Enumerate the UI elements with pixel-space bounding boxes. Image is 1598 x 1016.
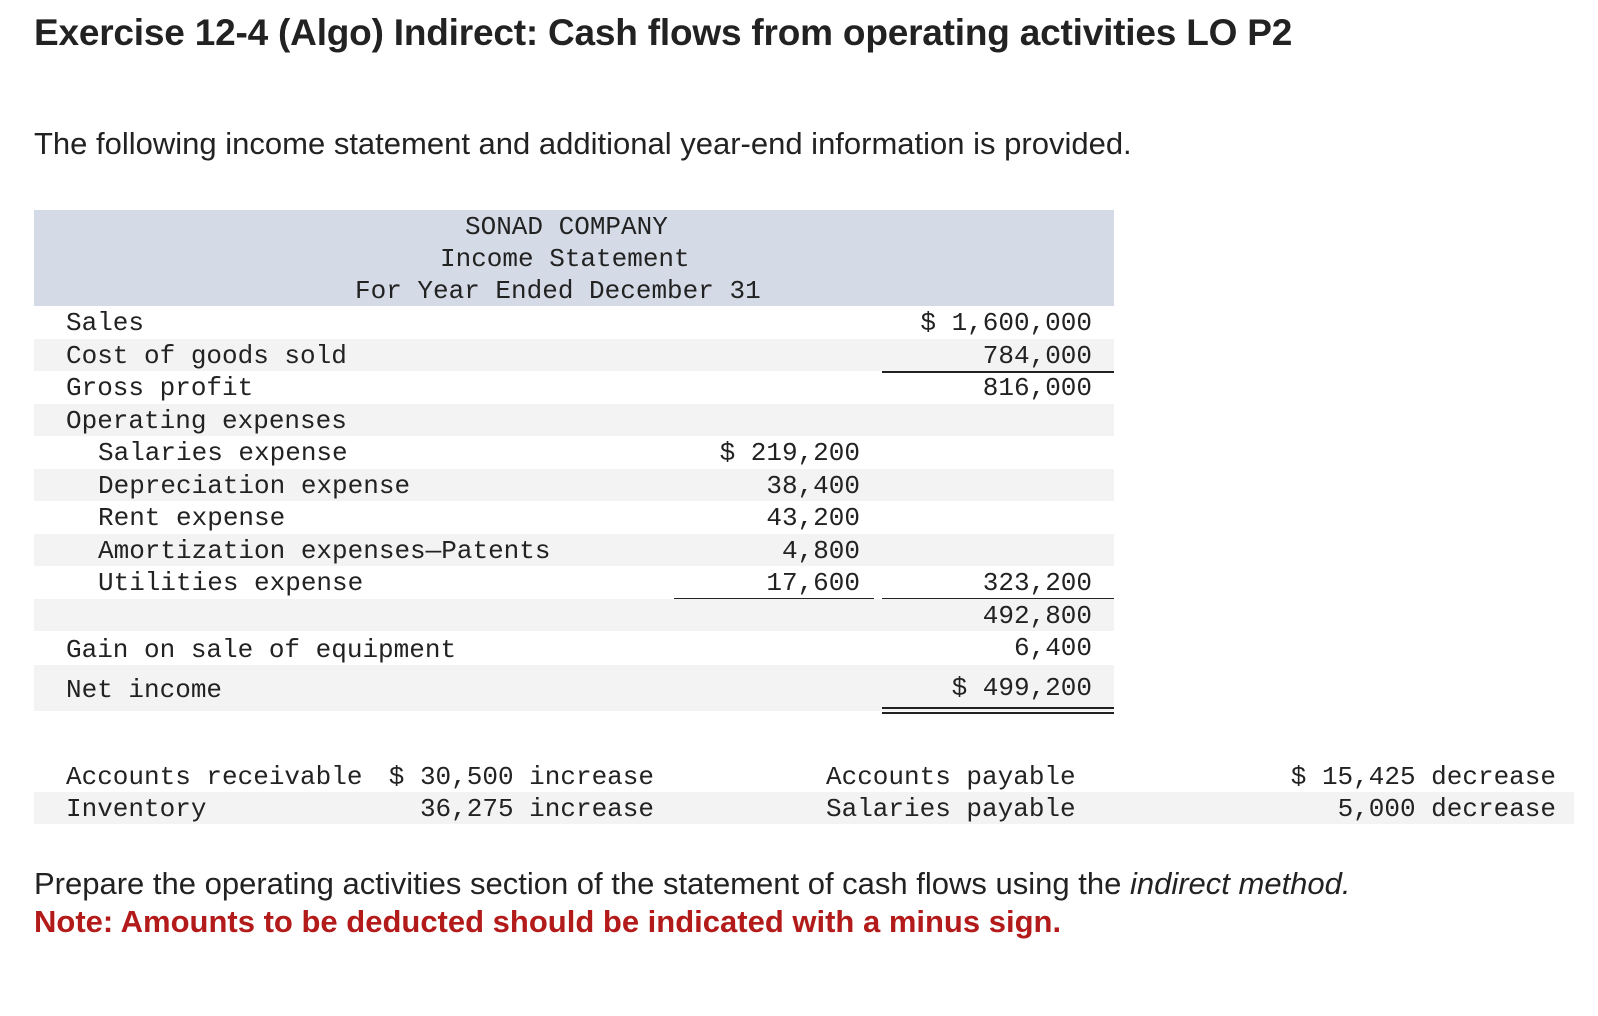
- account-name: Inventory: [66, 794, 207, 824]
- instructions-note: Note: Amounts to be deducted should be indicated with a minus sign.: [34, 904, 1062, 939]
- row-amount: 17,600: [766, 568, 860, 598]
- row-label: Gross profit: [66, 373, 254, 403]
- account-change: 5,000 decrease: [1337, 794, 1556, 824]
- row-gross-profit: [34, 371, 1114, 404]
- row-label: Depreciation expense: [98, 470, 411, 501]
- row-amount: 816,000: [982, 373, 1092, 403]
- row-operating-income: [34, 599, 1114, 632]
- row-gain-on-sale: [34, 631, 1114, 665]
- row-amount: 492,800: [982, 600, 1092, 631]
- row-utilities-expense: [34, 566, 1114, 599]
- row-amount: $ 499,200: [951, 673, 1092, 703]
- row-depreciation-expense: [34, 469, 1114, 502]
- statement-header: [34, 210, 1114, 306]
- row-sales: [34, 306, 1114, 339]
- row-label: Salaries expense: [98, 438, 348, 468]
- row-cogs: [34, 339, 1114, 372]
- row-amount: 38,400: [766, 470, 860, 501]
- exercise-title: Exercise 12-4 (Algo) Indirect: Cash flows from operating activities LO P2: [34, 12, 1293, 53]
- row-net-income: [34, 665, 1114, 711]
- row-rent-expense: [34, 501, 1114, 534]
- change-row: [34, 760, 1574, 792]
- row-amount: $ 219,200: [719, 438, 860, 468]
- change-row: [34, 792, 1574, 824]
- row-label: Sales: [66, 308, 145, 338]
- row-label: Cost of goods sold: [66, 340, 347, 371]
- account-name: Accounts payable: [826, 762, 1076, 792]
- instructions-prefix: Prepare the operating activities section of the statement of cash flows using the: [34, 866, 1130, 901]
- row-amount: $ 1,600,000: [920, 308, 1092, 338]
- row-label: Net income: [66, 675, 223, 705]
- instructions-text: [34, 866, 1351, 902]
- row-amount: 4,800: [781, 535, 860, 566]
- row-salaries-expense: [34, 436, 1114, 469]
- account-name: Salaries payable: [826, 794, 1076, 824]
- income-statement-table: [34, 210, 1114, 711]
- statement-name: Income Statement: [440, 244, 690, 274]
- row-operating-expenses: [34, 404, 1114, 437]
- account-change: 36,275 increase: [419, 794, 654, 824]
- account-name: Accounts receivable: [66, 762, 363, 792]
- row-amount: 43,200: [766, 503, 860, 533]
- intro-text: The following income statement and additional year-end information is provided.: [34, 126, 1132, 161]
- row-label: Gain on sale of equipment: [66, 635, 457, 665]
- account-change: $ 15,425 decrease: [1290, 762, 1556, 792]
- row-label: Utilities expense: [98, 568, 364, 598]
- row-label: Rent expense: [98, 503, 286, 533]
- year-end-changes-table: [34, 760, 1574, 824]
- company-name: SONAD COMPANY: [465, 212, 668, 242]
- row-label: Amortization expenses—Patents: [98, 535, 551, 566]
- row-label: Operating expenses: [66, 405, 347, 436]
- instructions-emphasis: indirect method.: [1129, 866, 1351, 901]
- row-amount: 6,400: [1013, 633, 1092, 663]
- row-amount: 784,000: [982, 340, 1092, 371]
- account-change: $ 30,500 increase: [388, 762, 654, 792]
- statement-period: For Year Ended December 31: [355, 276, 761, 306]
- row-total: 323,200: [982, 568, 1092, 598]
- double-underline: [882, 707, 1114, 714]
- row-amortization-expense: [34, 534, 1114, 567]
